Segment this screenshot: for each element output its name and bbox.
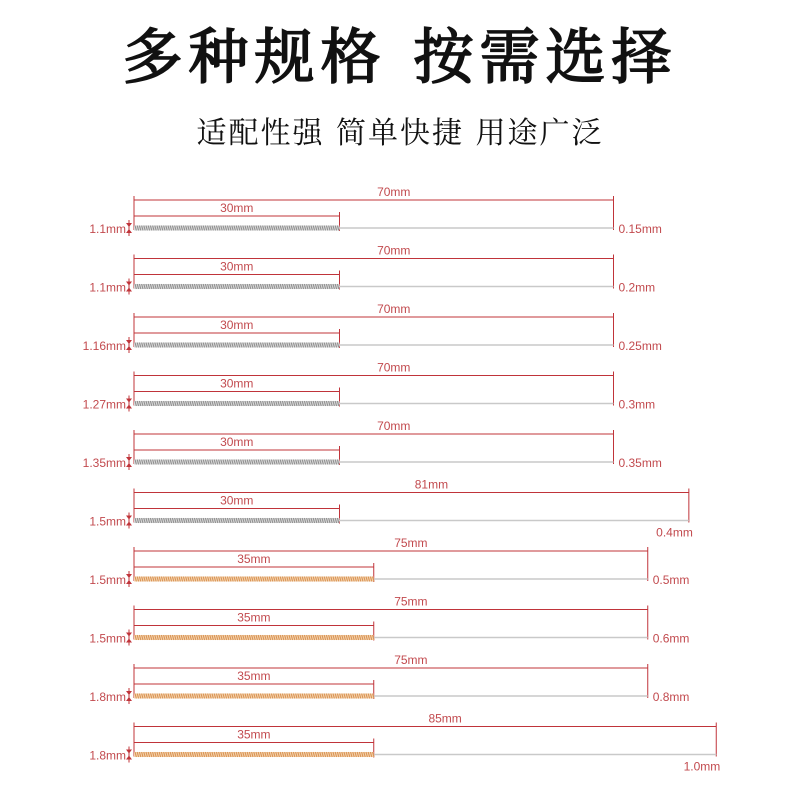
wire-gauge-label: 0.3mm bbox=[618, 397, 656, 412]
diameter-arrow bbox=[126, 691, 132, 695]
diameter-arrow bbox=[126, 288, 132, 292]
diameter-arrow bbox=[126, 522, 132, 526]
wire-gauge-label: 0.4mm bbox=[656, 525, 693, 540]
spec-diagram bbox=[0, 170, 800, 800]
coil-length-label: 35mm bbox=[237, 669, 271, 683]
spec-row bbox=[89, 712, 720, 774]
spec-row bbox=[83, 361, 656, 412]
total-length-label: 85mm bbox=[428, 711, 462, 726]
total-length-label: 70mm bbox=[377, 302, 411, 316]
spec-row bbox=[89, 478, 693, 540]
diameter-arrow bbox=[126, 282, 132, 286]
coil-length-label: 30mm bbox=[220, 376, 254, 391]
wire-gauge-label: 1.0mm bbox=[683, 759, 721, 774]
wire-gauge-label: 0.6mm bbox=[652, 631, 690, 646]
diameter-label: 1.27mm bbox=[82, 397, 126, 412]
diameter-label: 1.8mm bbox=[89, 748, 126, 763]
diameter-arrow bbox=[126, 340, 132, 344]
total-length-label: 70mm bbox=[377, 360, 411, 375]
coil-length-label: 30mm bbox=[220, 435, 254, 449]
diameter-label: 1.5mm bbox=[89, 514, 126, 529]
wire-gauge-label: 0.2mm bbox=[618, 280, 656, 295]
spec-row bbox=[89, 595, 689, 646]
diameter-arrow bbox=[126, 405, 132, 409]
diameter-arrow bbox=[126, 399, 132, 403]
diameter-arrow bbox=[126, 697, 132, 701]
subheadline: 适配性强 简单快捷 用途广泛 bbox=[196, 116, 604, 151]
total-length-label: 75mm bbox=[394, 653, 428, 667]
diameter-label: 1.5mm bbox=[89, 573, 126, 587]
total-length-label: 75mm bbox=[394, 536, 428, 550]
wire-gauge-label: 0.5mm bbox=[652, 573, 690, 587]
diameter-arrow bbox=[126, 750, 132, 754]
spec-row bbox=[89, 653, 689, 704]
coil-length-label: 30mm bbox=[220, 318, 254, 332]
spec-row bbox=[83, 419, 662, 470]
diameter-label: 1.35mm bbox=[82, 456, 126, 470]
headline: 多种规格 按需选择 bbox=[122, 23, 678, 93]
diameter-arrow bbox=[126, 457, 132, 461]
diameter-arrow bbox=[126, 516, 132, 520]
diameter-arrow bbox=[126, 639, 132, 643]
coil-length-label: 30mm bbox=[220, 493, 254, 508]
diameter-label: 1.5mm bbox=[89, 631, 126, 646]
coil-length-label: 30mm bbox=[220, 259, 254, 274]
diameter-arrow bbox=[126, 346, 132, 350]
coil-length-label: 30mm bbox=[220, 201, 254, 215]
spec-row bbox=[89, 536, 689, 587]
spec-row bbox=[89, 244, 655, 295]
diameter-label: 1.8mm bbox=[89, 690, 126, 704]
diameter-label: 1.1mm bbox=[89, 222, 126, 236]
coil-length-label: 35mm bbox=[237, 610, 271, 625]
total-length-label: 81mm bbox=[414, 477, 449, 492]
coil-length-label: 35mm bbox=[237, 727, 271, 742]
total-length-label: 70mm bbox=[377, 185, 411, 199]
wire-gauge-label: 0.8mm bbox=[652, 690, 690, 704]
spec-row bbox=[89, 185, 662, 236]
diameter-arrow bbox=[126, 574, 132, 578]
diameter-arrow bbox=[126, 229, 132, 233]
diameter-label: 1.1mm bbox=[89, 280, 126, 295]
diameter-arrow bbox=[126, 223, 132, 227]
wire-gauge-label: 0.25mm bbox=[618, 339, 662, 353]
total-length-label: 75mm bbox=[394, 594, 428, 609]
diameter-arrow bbox=[126, 463, 132, 467]
diameter-label: 1.16mm bbox=[82, 339, 126, 353]
spec-row bbox=[83, 302, 662, 353]
diameter-arrow bbox=[126, 580, 132, 584]
diameter-arrow bbox=[126, 633, 132, 637]
wire-gauge-label: 0.15mm bbox=[618, 222, 662, 236]
total-length-label: 70mm bbox=[377, 419, 411, 433]
wire-gauge-label: 0.35mm bbox=[618, 456, 662, 470]
diameter-arrow bbox=[126, 756, 132, 760]
coil-length-label: 35mm bbox=[237, 552, 271, 566]
total-length-label: 70mm bbox=[377, 243, 411, 258]
